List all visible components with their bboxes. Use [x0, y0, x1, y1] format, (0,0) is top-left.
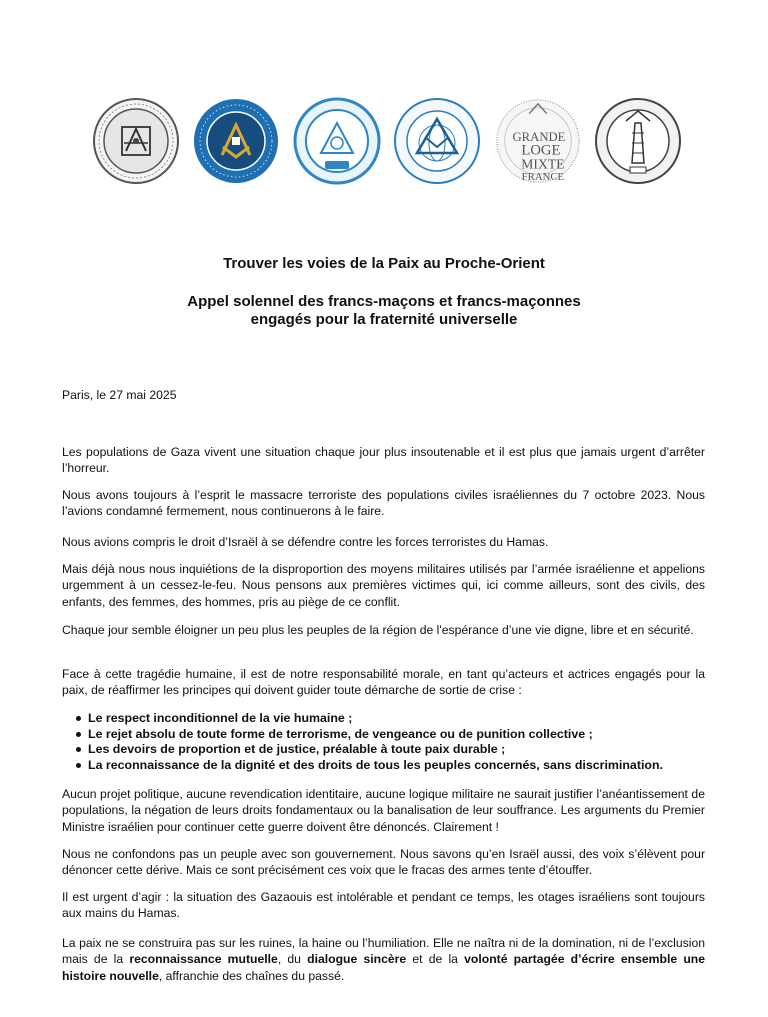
svg-text:FRANCE: FRANCE	[521, 170, 564, 183]
paragraph-text	[62, 935, 705, 984]
paragraph-text: Nous avions compris le droit d’Israël à se défendre contre les forces terroristes du Hamas.	[62, 535, 549, 549]
subtitle-line-2: engagés pour la fraternité universelle	[250, 311, 518, 328]
paragraph-3	[62, 534, 705, 550]
paragraph-text: Il est urgent d’agir : la situation des Gazaouis est intolérable et pendant ce temps, les otages israéliens sont toujours aux mains du Hamas.	[62, 890, 705, 921]
paragraph-text: Aucun projet politique, aucune revendication identitaire, aucune logique militaire ne saurait justifier l’anéantissement de populations, la négation de leurs droits fondamentaux ou la banalisation de leur souffrance. Les arguments du Premier Ministre israélien pour continuer cette guerre doivent être dénoncés. Clairement !	[62, 787, 705, 834]
emphasis-dialogue: dialogue sincère	[307, 952, 407, 967]
grande-loge-mixte-de-france-seal-icon	[494, 92, 582, 190]
paragraph-text: Nous avons toujours à l’esprit le massacre terroriste des populations civiles israéliennes du 7 octobre 2023. Nous l’avions condamné fermement, nous continuerons à le faire.	[62, 488, 705, 519]
grand-orient-latinoamericain-seal-icon	[594, 92, 682, 190]
grand-orient-de-france-seal-icon	[92, 92, 180, 190]
principles-list	[62, 711, 705, 773]
grande-loge-mixte-universelle-seal-icon	[393, 92, 481, 190]
text-run: , du	[277, 952, 308, 967]
subtitle-line-1: Appel solennel des francs-maçons et francs-maçonnes	[187, 293, 581, 310]
paragraph-6	[62, 666, 705, 699]
document-subtitle	[0, 293, 768, 329]
paragraph-9	[62, 889, 705, 922]
ordre-maconnique-mixte-international-seal-icon	[192, 92, 280, 190]
paragraph-text: Mais déjà nous nous inquiétions de la disproportion des moyens militaires utilisés par l’armée israélienne et appelions urgemment à un cessez-le-feu. Nous pensons aux premières victimes qui, ici comme ailleurs, sont des civils, des enfants, des femmes, des hommes, pris au piège de ce conflit.	[62, 562, 705, 609]
text-run: , affranchie des chaînes du passé.	[158, 968, 345, 983]
text-run: et de la	[406, 952, 465, 967]
paragraph-10	[62, 935, 705, 984]
list-item: Les devoirs de proportion et de justice, préalable à toute paix durable ;	[62, 742, 705, 758]
text-run: La paix ne se construira pas sur les ruines, la haine ou l’humiliation. Elle ne naîtra ni de la domination, ni de l’exclusion mais de la	[62, 936, 705, 967]
grande-loge-feminine-de-france-seal-icon	[293, 92, 381, 190]
paragraph-4	[62, 561, 705, 610]
logos-row	[92, 88, 682, 193]
list-item: Le rejet absolu de toute forme de terrorisme, de vengeance ou de punition collective ;	[62, 727, 705, 743]
svg-text:GRANDE: GRANDE	[512, 129, 566, 144]
paragraph-5	[62, 622, 705, 638]
paragraph-2	[62, 487, 705, 520]
paragraph-1	[62, 444, 705, 477]
emphasis-reconnaissance: reconnaissance mutuelle	[129, 952, 278, 967]
paragraph-text: Chaque jour semble éloigner un peu plus les peuples de la région de l'espérance d’une vie digne, libre et en sécurité.	[62, 623, 694, 637]
paragraph-text: Nous ne confondons pas un peuple avec son gouvernement. Nous savons qu’en Israël aussi, des voix s’élèvent pour dénoncer cette dérive. Mais ce sont précisément ces voix que le fracas des armes tente d’étouffer.	[62, 847, 705, 878]
emphasis-volonte: volonté partagée d’écrire ensemble une histoire nouvelle	[62, 952, 705, 983]
paragraph-7	[62, 786, 705, 835]
document-title: Trouver les voies de la Paix au Proche-Orient	[223, 255, 545, 272]
list-item: Le respect inconditionnel de la vie humaine ;	[62, 711, 705, 727]
paragraph-text: Les populations de Gaza vivent une situation chaque jour plus insoutenable et il est plus que jamais urgent d’arrêter l’horreur.	[62, 445, 705, 476]
paragraph-text: Face à cette tragédie humaine, il est de notre responsabilité morale, en tant qu’acteurs et actrices engagés pour la paix, de réaffirmer les principes qui doivent guider toute démarche de sortie de crise :	[62, 667, 705, 698]
title-block	[0, 255, 768, 329]
date-line: Paris, le 27 mai 2025	[62, 388, 177, 402]
paragraph-8	[62, 846, 705, 879]
svg-text:MIXTE: MIXTE	[520, 155, 565, 171]
svg-text:LOGE: LOGE	[520, 142, 561, 159]
list-item: La reconnaissance de la dignité et des droits de tous les peuples concernés, sans discrimination.	[62, 758, 705, 774]
